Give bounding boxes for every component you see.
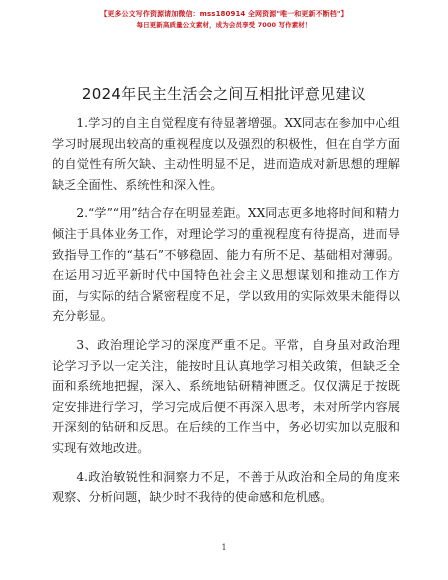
page-number: 1 xyxy=(221,543,227,552)
paragraph-1: 1.学习的自主自觉程度有待显著增强。XX同志在参加中心组学习时展现出较高的重视程度以及强烈的积极性，但在自学方面的自觉性有所欠缺、主动性明显不足，进而造成对新思想的理解缺乏全面性、系统性和深入性。 xyxy=(52,116,400,192)
paragraph-4: 4.政治敏锐性和洞察力不足，不善于从政治和全局的角度来观察、分析问题，缺少时不我待的使命感和危机感。 xyxy=(52,469,400,505)
document-title: 2024年民主生活会之间互相批评意见建议 xyxy=(81,85,367,103)
promo-banner xyxy=(0,8,448,31)
paragraph-3: 3、政治理论学习的深度严重不足。平常，自身虽对政治理论学习予以一定关注，能按时且认真地学习相关政策，但缺乏全面和系统地把握，深入、系统地钻研精神匮乏。仅仅满足于按既定安排进行学习，学习完成后便不再深入思考，未对所学内容展开深刻的钻研和反思。在后续的工作当中，务必切实加以克服和实现有效地改进。 xyxy=(52,337,400,455)
promo-banner-line-1: 【更多公文写作资源请加微信：mss180914 全网资源"唯一和更新不断档"】 xyxy=(100,10,348,18)
paragraph-2: 2.“学”“用”结合存在明显差距。XX同志更多地将时间和精力倾注于具体业务工作，对理论学习的重视程度有待提高，进而导致指导工作的“基石”不够稳固、能力有所不足、基础相对薄弱。在运用习近平新时代中国特色社会主义思想谋划和推动工作方面，与实际的结合紧密程度不足，学以致用的实际效果未能得以充分彰显。 xyxy=(52,206,400,324)
document-body xyxy=(52,113,400,516)
promo-banner-line-2: 每日更新高质量公文素材，成为会员享受 7000 写作素材！ xyxy=(136,21,312,29)
